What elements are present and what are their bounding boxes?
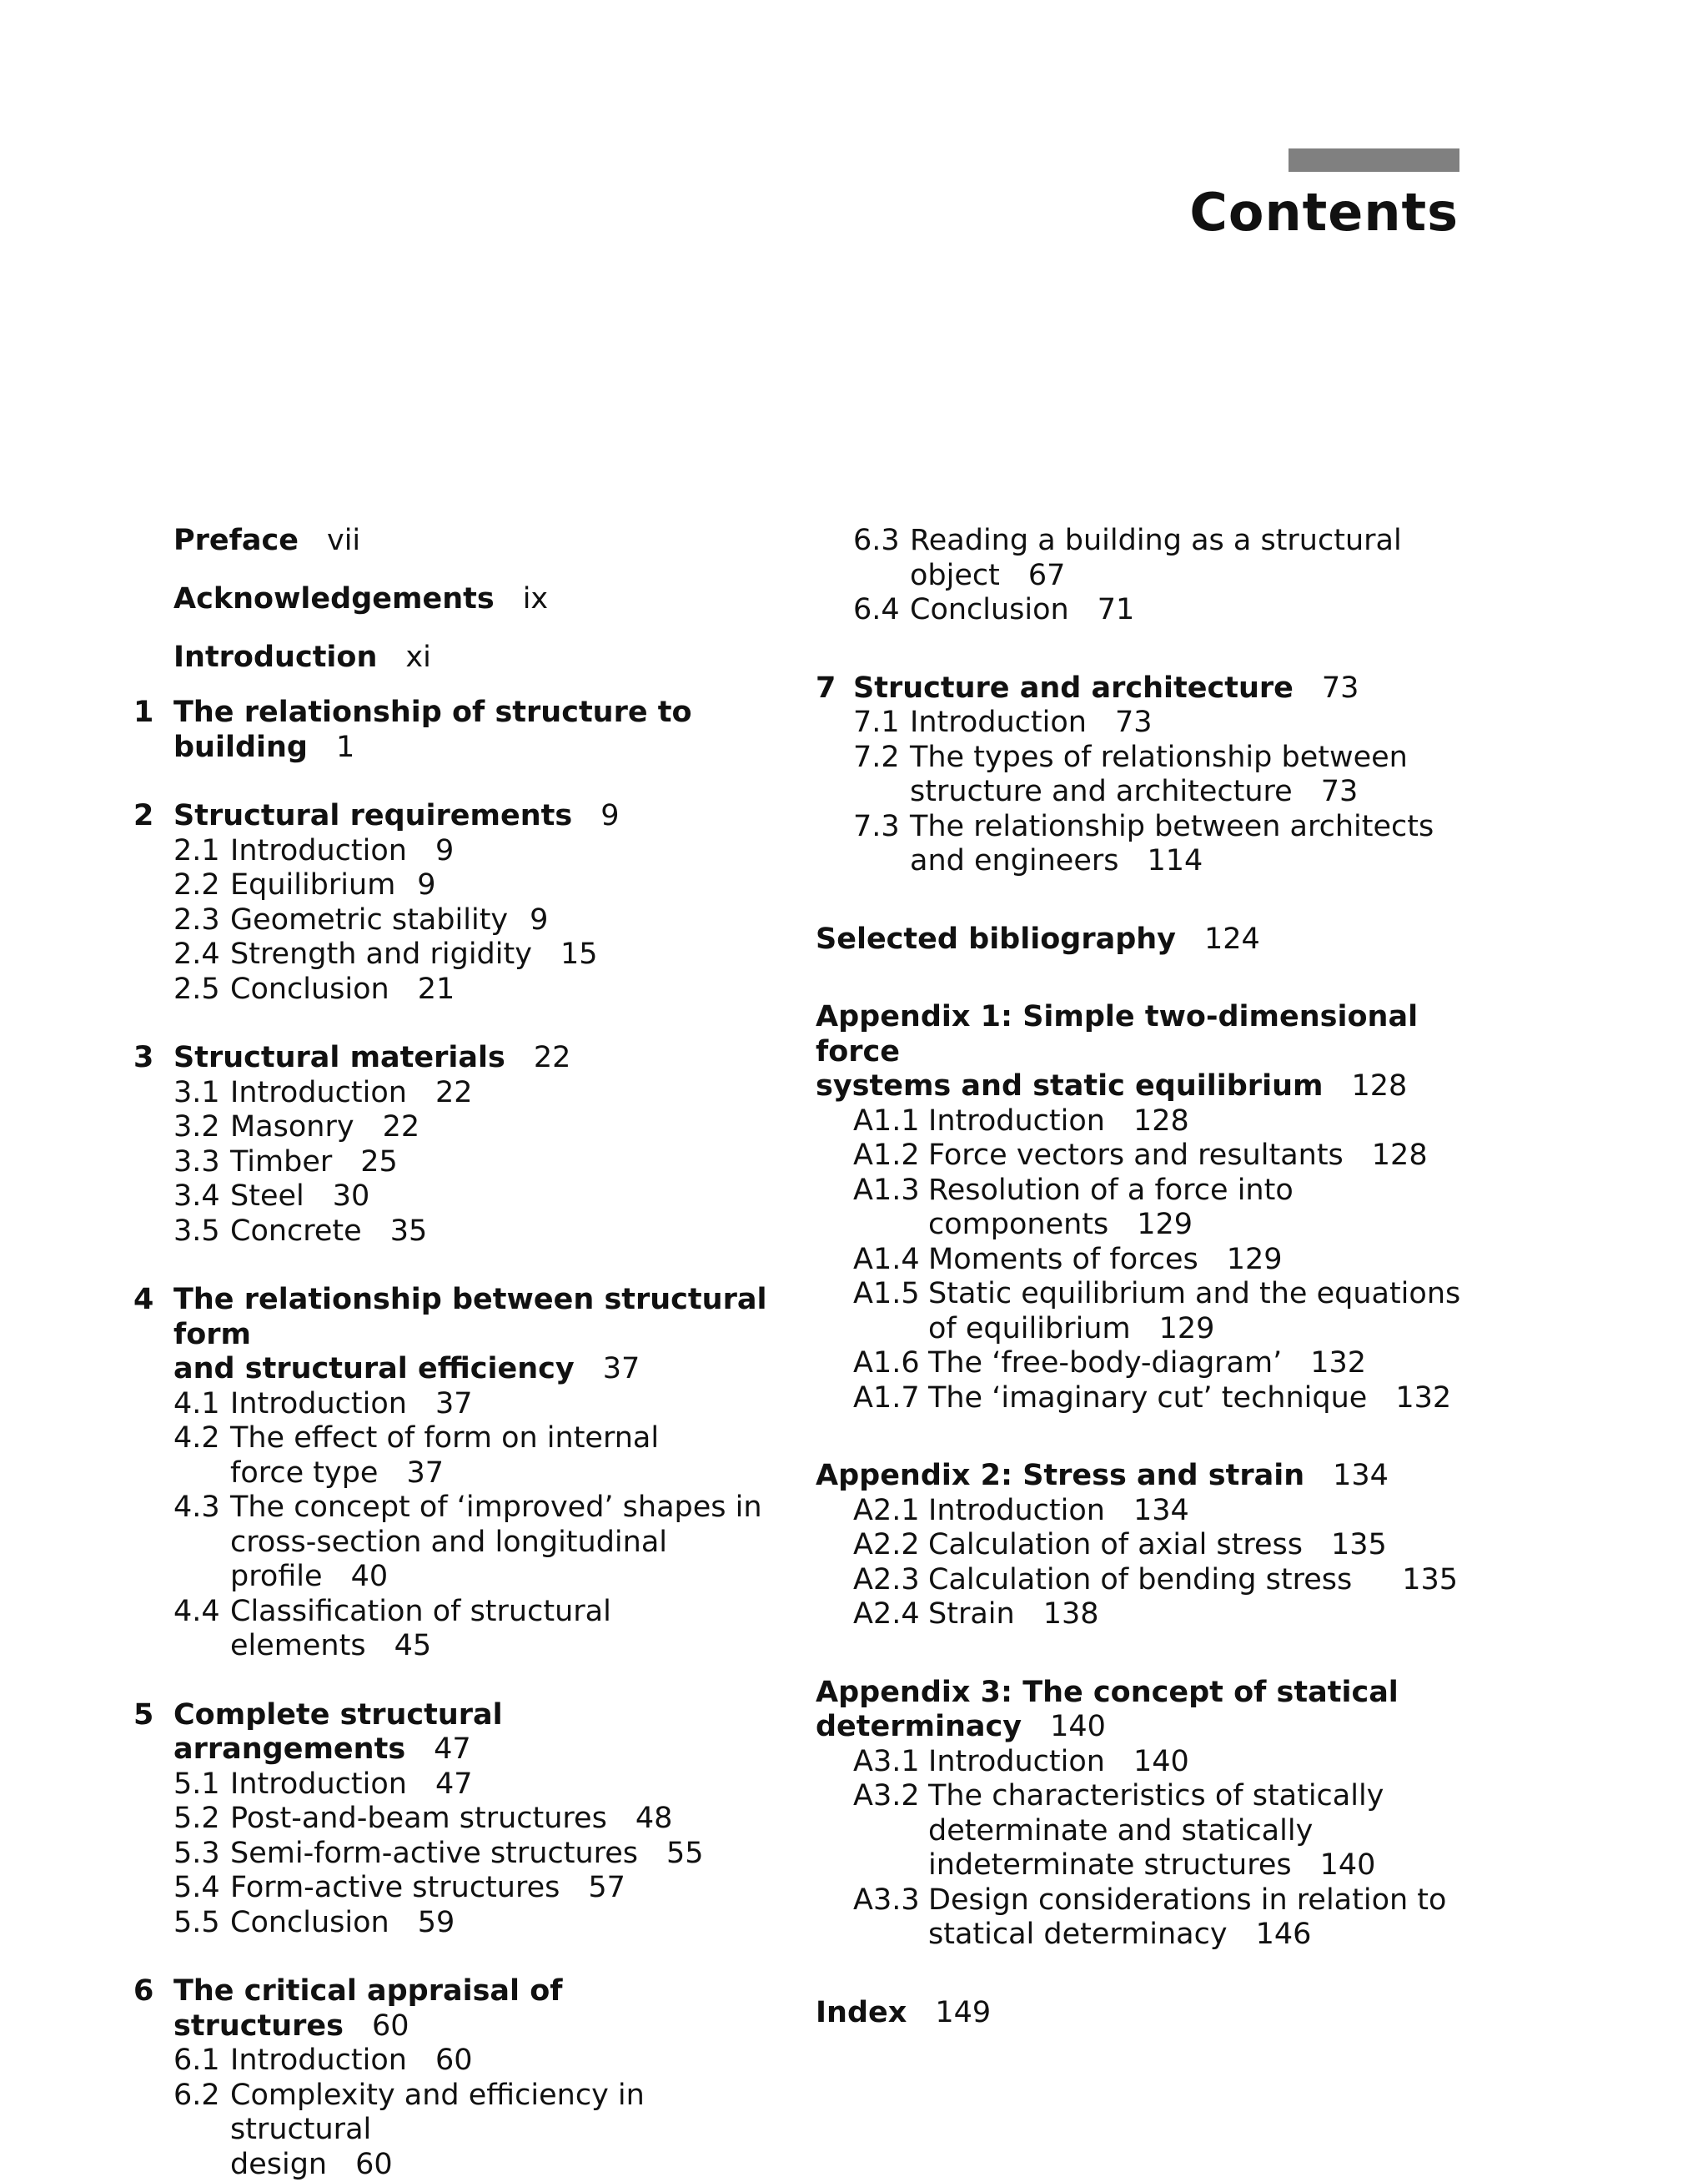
chapter-number: 1: [133, 696, 153, 731]
toc-page-number: 128: [1372, 1139, 1428, 1172]
section-number: A1.2: [853, 1139, 920, 1174]
toc-page-number: 57: [588, 1871, 625, 1904]
chapter-title: Structural materials: [173, 1041, 505, 1074]
toc-page-number: 73: [1322, 671, 1359, 705]
toc-page-number: 124: [1204, 923, 1260, 956]
section-title: and engineers: [910, 844, 1119, 877]
section-number: A1.7: [853, 1381, 920, 1416]
appendix-title: Appendix 2: Stress and strain: [816, 1459, 1304, 1492]
toc-page-number: 9: [435, 834, 454, 867]
section-title: Reading a building as a structural: [910, 524, 1466, 559]
section-a1-4[interactable]: [853, 1243, 1466, 1278]
section-number: 3.2: [173, 1110, 220, 1145]
section-number: 5.2: [173, 1802, 220, 1837]
section-title: Semi-form-active structures: [230, 1837, 638, 1870]
section-number: 3.1: [173, 1076, 220, 1111]
section-3-1[interactable]: [173, 1076, 792, 1111]
section-title: Calculation of axial stress: [928, 1528, 1303, 1561]
toc-page-number: 73: [1115, 706, 1153, 739]
toc-page-number: 60: [435, 2044, 473, 2077]
section-number: 2.5: [173, 973, 220, 1008]
toc-entry-label: Preface: [173, 524, 299, 557]
chapter-3[interactable]: [133, 1041, 792, 1249]
section-title: components: [928, 1208, 1108, 1241]
section-number: 5.4: [173, 1871, 220, 1906]
section-number: 7.3: [853, 810, 900, 845]
section-number: 4.1: [173, 1387, 220, 1422]
section-number: 2.2: [173, 868, 220, 903]
section-7-3[interactable]: [853, 810, 1466, 879]
toc-page-number: 138: [1043, 1597, 1099, 1631]
toc-right-column: [816, 524, 1466, 2030]
section-number: 6.1: [173, 2044, 220, 2079]
toc-page-number: 1: [336, 731, 354, 764]
section-2-2[interactable]: [173, 868, 792, 903]
section-title: Introduction: [230, 1387, 407, 1420]
section-number: 6.2: [173, 2079, 220, 2114]
toc-front-introduction[interactable]: [133, 641, 792, 696]
toc-page-number: 47: [434, 1732, 471, 1766]
toc-page-number: 22: [534, 1041, 571, 1074]
section-number: 2.4: [173, 938, 220, 973]
appendix-3[interactable]: [816, 1676, 1466, 1953]
section-title: Post-and-beam structures: [230, 1802, 607, 1835]
toc-page-number: 73: [1321, 775, 1359, 808]
section-number: 3.4: [173, 1179, 220, 1214]
section-number: 5.5: [173, 1906, 220, 1941]
section-title: force type: [230, 1456, 378, 1490]
toc-page-number: 128: [1351, 1069, 1407, 1103]
chapter-6[interactable]: [133, 1974, 792, 2182]
chapter-number: 4: [133, 1283, 153, 1318]
section-number: A1.1: [853, 1104, 920, 1139]
section-number: 5.1: [173, 1767, 220, 1802]
section-a2-4[interactable]: [853, 1597, 1466, 1632]
appendix-1[interactable]: [816, 1000, 1466, 1415]
section-title: Geometric stability: [230, 903, 508, 937]
toc-page-number: 40: [351, 1560, 389, 1593]
section-number: A2.3: [853, 1563, 920, 1598]
toc-page-number: 37: [603, 1352, 640, 1385]
toc-page-number: 59: [418, 1906, 455, 1939]
section-title: Resolution of a force into: [928, 1174, 1466, 1209]
toc-page-number: 15: [560, 938, 598, 971]
section-title: Strain: [928, 1597, 1015, 1631]
section-title: Form-active structures: [230, 1871, 560, 1904]
chapter-number: 3: [133, 1041, 153, 1076]
chapter-2[interactable]: [133, 799, 792, 1007]
section-number: 5.3: [173, 1837, 220, 1872]
section-a2-1[interactable]: [853, 1494, 1466, 1529]
section-title: Steel: [230, 1179, 304, 1213]
section-number: 4.4: [173, 1595, 220, 1630]
section-title: cross-section and longitudinal: [230, 1526, 792, 1561]
section-number: 3.5: [173, 1214, 220, 1249]
section-3-5[interactable]: [173, 1214, 792, 1249]
section-3-2[interactable]: [173, 1110, 792, 1145]
section-a1-1[interactable]: [853, 1104, 1466, 1139]
chapter-title: Complete structural arrangements: [173, 1698, 503, 1767]
section-title: Introduction: [928, 1104, 1105, 1138]
section-title: Conclusion: [230, 1906, 389, 1939]
toc-page-number: 37: [406, 1456, 444, 1490]
toc-page-number: 129: [1137, 1208, 1193, 1241]
appendix-title: determinacy: [816, 1710, 1022, 1743]
section-title: The relationship between architects: [910, 810, 1466, 845]
section-number: 3.3: [173, 1145, 220, 1180]
section-7-1[interactable]: [853, 706, 1466, 741]
toc-page-number: 67: [1028, 559, 1066, 592]
section-number: 4.2: [173, 1421, 220, 1456]
section-title: The effect of form on internal: [230, 1421, 792, 1456]
section-6-1[interactable]: [173, 2044, 792, 2079]
section-a2-2[interactable]: [853, 1528, 1466, 1563]
section-title: Introduction: [928, 1745, 1105, 1778]
section-4-3[interactable]: [173, 1491, 792, 1595]
section-number: A2.2: [853, 1528, 920, 1563]
section-title: determinate and statically: [928, 1814, 1466, 1849]
section-number: 6.4: [853, 593, 900, 628]
section-number: A1.5: [853, 1277, 920, 1312]
toc-page-number: 114: [1148, 844, 1203, 877]
toc-page-number: 60: [372, 2009, 409, 2043]
chapter-title: The relationship of structure to building: [173, 696, 692, 764]
toc-page-number: 132: [1395, 1381, 1451, 1415]
toc-page-number: 146: [1256, 1918, 1312, 1951]
toc-page-number: 48: [635, 1802, 673, 1835]
section-title: of equilibrium: [928, 1312, 1131, 1345]
section-title: Introduction: [230, 2044, 407, 2077]
chapter-number: 6: [133, 1974, 153, 2009]
section-2-5[interactable]: [173, 973, 792, 1008]
section-a1-5[interactable]: [853, 1277, 1466, 1346]
toc-page-number: 129: [1227, 1243, 1283, 1276]
section-title: Moments of forces: [928, 1243, 1198, 1276]
toc-page-number: 134: [1333, 1459, 1389, 1492]
header-rule: [1289, 148, 1459, 172]
toc-page-number: 128: [1133, 1104, 1189, 1138]
section-title: The characteristics of statically: [928, 1779, 1466, 1814]
chapter-title: The critical appraisal of structures: [173, 1974, 563, 2043]
section-number: 2.3: [173, 903, 220, 938]
chapter-number: 7: [816, 671, 836, 706]
section-2-4[interactable]: [173, 938, 792, 973]
toc-page-number: 9: [417, 868, 435, 902]
section-title: The ‘imaginary cut’ technique: [928, 1381, 1367, 1415]
section-4-1[interactable]: [173, 1387, 792, 1422]
section-5-4[interactable]: [173, 1871, 792, 1906]
section-2-1[interactable]: [173, 834, 792, 869]
section-number: 7.2: [853, 741, 900, 776]
appendix-title: Appendix 1: Simple two-dimensional force: [816, 1000, 1466, 1069]
section-number: 4.3: [173, 1491, 220, 1526]
toc-page-number: 149: [935, 1996, 991, 2029]
section-title: Introduction: [230, 1767, 407, 1801]
chapter-number: 5: [133, 1698, 153, 1733]
toc-front-acknowledgements[interactable]: [133, 582, 792, 641]
chapter-title: The relationship between structural form: [173, 1283, 792, 1352]
toc-page-number: 134: [1133, 1494, 1189, 1527]
section-title: statical determinacy: [928, 1918, 1228, 1951]
section-title: design: [230, 2148, 327, 2181]
toc-entry-label: Selected bibliography: [816, 923, 1176, 956]
chapter-5[interactable]: [133, 1698, 792, 1941]
chapter-title: and structural efficiency: [173, 1352, 575, 1385]
toc-page-number: 35: [390, 1214, 428, 1248]
section-title: Introduction: [230, 1076, 407, 1109]
section-number: A3.3: [853, 1883, 920, 1918]
section-title: Introduction: [230, 834, 407, 867]
toc-bibliography[interactable]: [816, 923, 1466, 958]
chapter-7[interactable]: [816, 671, 1466, 879]
toc-page-number: 21: [418, 973, 455, 1006]
section-title: object: [910, 559, 1000, 592]
section-a1-7[interactable]: [853, 1381, 1466, 1416]
toc-page-number: 71: [1098, 593, 1135, 626]
section-a1-3[interactable]: [853, 1174, 1466, 1243]
section-title: Masonry: [230, 1110, 354, 1144]
section-a3-3[interactable]: [853, 1883, 1466, 1953]
toc-page-number: 30: [333, 1179, 370, 1213]
chapter-1[interactable]: [133, 696, 792, 765]
toc-page-number: 140: [1133, 1745, 1189, 1778]
section-a2-3[interactable]: [853, 1563, 1466, 1598]
toc-page-number: 22: [435, 1076, 473, 1109]
appendix-title: Appendix 3: The concept of statical: [816, 1676, 1466, 1711]
appendix-title: systems and static equilibrium: [816, 1069, 1323, 1103]
section-a3-2[interactable]: [853, 1779, 1466, 1883]
section-title: structure and architecture: [910, 775, 1293, 808]
section-number: A1.6: [853, 1346, 920, 1381]
section-number: 6.3: [853, 524, 900, 559]
section-number: A3.1: [853, 1745, 920, 1780]
section-6-3[interactable]: [853, 524, 1466, 593]
toc-page-number: 135: [1331, 1528, 1387, 1561]
toc-page-number: 9: [530, 903, 548, 937]
toc-page-number: 140: [1050, 1710, 1106, 1743]
toc-index[interactable]: [816, 1996, 1466, 2031]
section-number: A2.1: [853, 1494, 920, 1529]
section-a3-1[interactable]: [853, 1745, 1466, 1780]
section-title: Static equilibrium and the equations: [928, 1277, 1466, 1312]
section-title: Design considerations in relation to: [928, 1883, 1466, 1918]
section-title: Introduction: [910, 706, 1087, 739]
section-number: A1.3: [853, 1174, 920, 1209]
toc-entry-label: Introduction: [173, 641, 377, 674]
section-title: Introduction: [928, 1494, 1105, 1527]
section-7-2[interactable]: [853, 741, 1466, 810]
section-title: Complexity and efficiency in structural: [230, 2079, 792, 2148]
section-number: 2.1: [173, 834, 220, 869]
section-a1-2[interactable]: [853, 1139, 1466, 1174]
section-number: A3.2: [853, 1779, 920, 1814]
section-number: 7.1: [853, 706, 900, 741]
chapter-title: Structural requirements: [173, 799, 572, 832]
section-title: The ‘free-body-diagram’: [928, 1346, 1282, 1380]
chapter-title: Structure and architecture: [853, 671, 1294, 705]
toc-page-number: ix: [523, 582, 548, 616]
section-4-2[interactable]: [173, 1421, 792, 1491]
toc-front-preface[interactable]: [133, 524, 792, 582]
section-title: Equilibrium: [230, 868, 395, 902]
section-title: indeterminate structures: [928, 1848, 1292, 1882]
section-title: Timber: [230, 1145, 332, 1179]
section-3-4[interactable]: [173, 1179, 792, 1214]
toc-page-number: 140: [1320, 1848, 1376, 1882]
toc-page-number: 135: [1402, 1563, 1458, 1596]
chapter-number: 2: [133, 799, 153, 834]
section-title: Calculation of bending stress: [928, 1563, 1352, 1596]
section-number: A2.4: [853, 1597, 920, 1632]
section-title: Classification of structural elements: [230, 1595, 611, 1663]
section-title: Strength and rigidity: [230, 938, 532, 971]
section-5-5[interactable]: [173, 1906, 792, 1941]
section-6-4[interactable]: [853, 593, 1466, 628]
toc-page-number: 129: [1159, 1312, 1215, 1345]
section-title: The types of relationship between: [910, 741, 1466, 776]
section-title: profile: [230, 1560, 323, 1593]
toc-page-number: 9: [600, 799, 619, 832]
section-number: A1.4: [853, 1243, 920, 1278]
toc-page-number: 47: [435, 1767, 473, 1801]
toc-page-number: 37: [435, 1387, 473, 1420]
section-4-4[interactable]: [173, 1595, 792, 1664]
chapter-4[interactable]: [133, 1283, 792, 1664]
section-3-3[interactable]: [173, 1145, 792, 1180]
toc-page-number: xi: [405, 641, 430, 674]
page-title: Contents: [1189, 182, 1459, 243]
appendix-2[interactable]: [816, 1459, 1466, 1632]
section-title: The concept of ‘improved’ shapes in: [230, 1491, 792, 1526]
section-5-3[interactable]: [173, 1837, 792, 1872]
section-title: Force vectors and resultants: [928, 1139, 1344, 1172]
toc-entry-label: Acknowledgements: [173, 582, 495, 616]
section-2-3[interactable]: [173, 903, 792, 938]
toc-page-number: 25: [360, 1145, 398, 1179]
section-title: Conclusion: [230, 973, 389, 1006]
section-title: Concrete: [230, 1214, 362, 1248]
toc-page-number: 55: [666, 1837, 704, 1870]
section-title: Conclusion: [910, 593, 1069, 626]
toc-left-column: [133, 524, 792, 2182]
toc-page-number: 45: [394, 1629, 432, 1662]
section-a1-6[interactable]: [853, 1346, 1466, 1381]
section-5-2[interactable]: [173, 1802, 792, 1837]
toc-page-number: 132: [1310, 1346, 1366, 1380]
toc-page-number: vii: [327, 524, 360, 557]
toc-entry-label: Index: [816, 1996, 907, 2029]
toc-page-number: 22: [383, 1110, 420, 1144]
toc-page-number: 60: [355, 2148, 393, 2181]
section-6-2[interactable]: [173, 2079, 792, 2182]
section-5-1[interactable]: [173, 1767, 792, 1802]
